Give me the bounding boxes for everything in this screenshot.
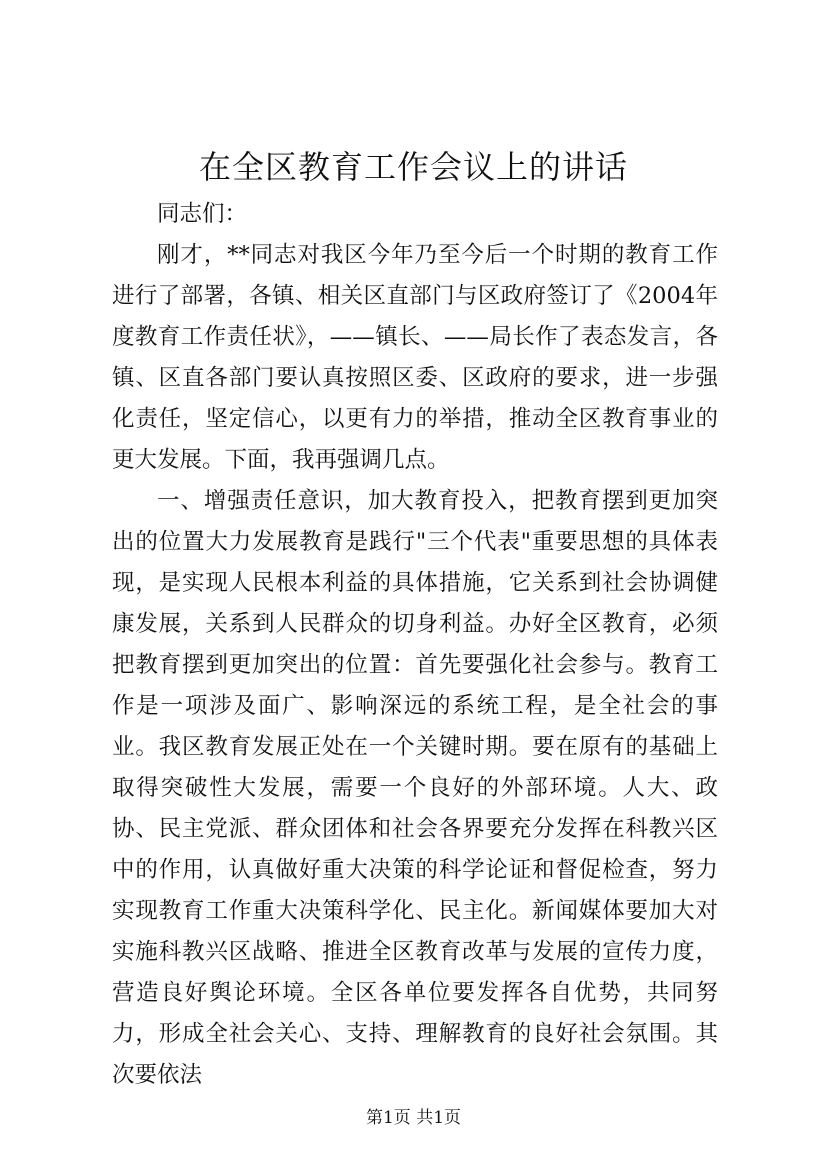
salutation-paragraph: 同志们： [157,201,248,227]
body-paragraph: 一、增强责任意识，加大教育投入，把教育摆到更加突出的位置大力发展教育是践行"三个代表"重要思想的具体表现，是实现人民根本利益的具体措施，它关系到社会协调健康发展，关系到人民群众的切身利益。办好全区教育，必须把教育摆到更加突出的位置：首先要强化社会参与。教育工作是一项涉及面广、影响深远的系统工程，是全社会的事业。我区教育发展正处在一个关键时期。要在原有的基础上取得突破性大发展，需要一个良好的外部环境。人大、政协、民主党派、群众团体和社会各界要充分发挥在科教兴区中的作用，认真做好重大决策的科学论证和督促检查，努力实现教育工作重大决策科学化、民主化。新闻媒体要加大对实施科教兴区战略、推进全区教育改革与发展的宣传力度，营造良好舆论环境。全区各单位要发挥各自优势，共同努力，形成全社会关心、支持、理解教育的良好社会氛围。其次要依法 [112,488,718,1088]
body-paragraph: 刚才，**同志对我区今年乃至今后一个时期的教育工作进行了部署，各镇、相关区直部门与区政府签订了《2004年度教育工作责任状》，——镇长、——局长作了表态发言，各镇、区直各部门要认真按照区委、区政府的要求，进一步强化责任，坚定信心，以更有力的举措，推动全区教育事业的更大发展。下面，我再强调几点。 [112,242,718,473]
document-body [112,194,718,1096]
page-number-footer: 第1页 共1页 [365,1108,462,1128]
document-title: 在全区教育工作会议上的讲话 [198,148,628,186]
